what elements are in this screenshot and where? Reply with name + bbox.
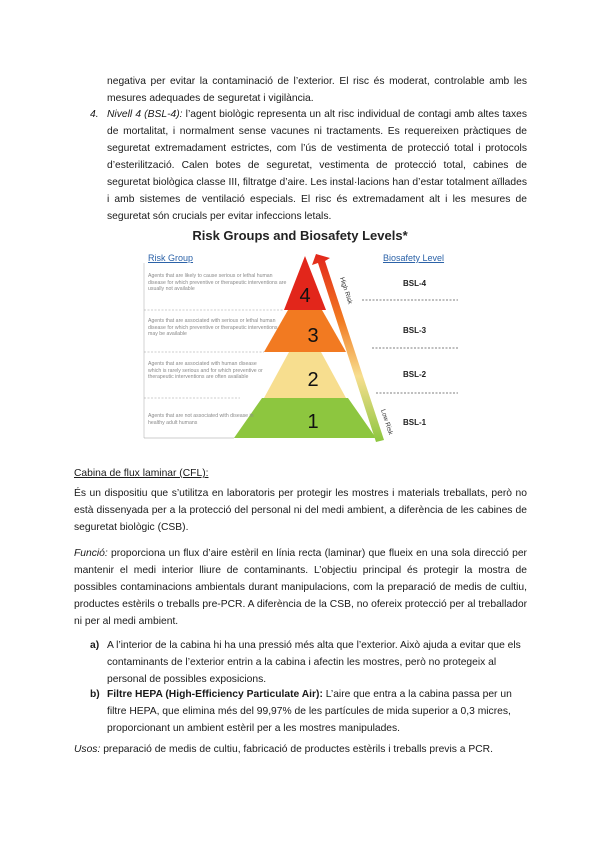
level-number-4: 4 [299, 285, 311, 307]
list-marker-a: a) [90, 640, 100, 651]
level-number-2: 2 [307, 369, 319, 391]
list-item-b [90, 686, 527, 737]
list-text-a: A l’interior de la cabina hi ha una pressió més alta que l’exterior. Això ajuda a evitar que els contaminants de l’exterior entrin a la cabina i afectin les mostres, però no protegeix al personal de possibles exposicions. [107, 640, 521, 685]
list-text-b-wrap [107, 686, 527, 737]
cfl-heading: Cabina de flux laminar (CFL): [74, 468, 209, 479]
list-number: 4. [90, 109, 99, 120]
funcio-text: proporciona un flux d’aire estèril en línia recta (laminar) que flueix en una sola direcció per mantenir el medi interior lliure de contaminants. L’objectiu principal és protegir la mostra de possibles contaminacions ambientals durant manipulacions, com la preparació de medis de cultiu, productes estèrils o treballs pre-PCR. A diferència de la CSB, no ofereix protecció per al treballador ni per al medi ambient. [74, 548, 527, 627]
bsl-2-label: BSL-2 [403, 370, 427, 379]
usos-text: preparació de medis de cultiu, fabricació de productes estèrils i treballs previs a PCR. [100, 744, 493, 755]
list-item-body [107, 106, 527, 225]
bsl-4-label: BSL-4 [403, 279, 427, 288]
level-4-label: Nivell 4 (BSL-4): [107, 109, 183, 120]
biosafety-level-header: Biosafety Level [383, 253, 445, 263]
risk-desc-4: Agents that are likely to cause serious or lethal human disease for which preventive or therapeutic interventions are usually not available [148, 273, 287, 293]
bsl-1-label: BSL-1 [403, 418, 427, 427]
cfl-definition: És un dispositiu que s’utilitza en laboratoris per protegir les mostres i materials treballats, però no està dissenyada per a la protecció del personal ni del medi ambient, a diferència de les cabines de seguretat biològic (CSB). [74, 488, 527, 533]
list-marker-b: b) [90, 689, 100, 700]
usos-paragraph [74, 741, 527, 758]
risk-desc-1: Agents that are not associated with disease in healthy adult humans [148, 413, 254, 426]
pyramid-level-2 [264, 352, 346, 398]
low-risk-label: Low Risk [379, 408, 394, 436]
risk-desc-2: Agents that are associated with human disease which is rarely serious and for which preventive or therapeutic interventions are often available [148, 361, 263, 381]
intro-continuation: negativa per evitar la contaminació de l’exterior. El risc és moderat, controlable amb les mesures adequades de seguretat i vigilància. [107, 76, 527, 104]
list-item-a [90, 637, 527, 688]
risk-group-header: Risk Group [148, 253, 194, 263]
funcio-paragraph [74, 545, 527, 630]
high-risk-label: High Risk [338, 276, 354, 306]
funcio-label: Funció: [74, 548, 108, 559]
usos-label: Usos: [74, 744, 101, 755]
list-item-level-4 [90, 106, 527, 225]
hepa-label: Filtre HEPA (High-Efficiency Particulate Air): [107, 689, 323, 700]
level-number-1: 1 [307, 411, 319, 433]
bsl-3-label: BSL-3 [403, 326, 427, 335]
list-text-b: L’aire que entra a la cabina passa per un filtre HEPA, que elimina més del 99,97% de les partícules de mida superior a 0,3 micres, proporcionant un ambient estèril per a les mostres manipulades. [107, 689, 512, 734]
level-number-3: 3 [307, 325, 319, 347]
figure-title: Risk Groups and Biosafety Levels* [192, 228, 408, 243]
risk-groups-figure [140, 228, 460, 448]
level-4-text: l’agent biològic representa un alt risc individual de contagi amb altes taxes de mortalitat, i normalment sense vacunes ni tractaments. Es requereixen pràctiques de seguretat extremadament estrictes, com l’ús de vestimenta de protecció total i protocols d’esterilització. Calen botes de seguretat, vestimenta de protecció total, cabines de seguretat biològica classe III, filtratge d’aire. Les instal·lacions han d’estar totalment aïllades i amb sistemes de ventilació especials. El risc és extremadament alt i les mesures de seguretat són crucials per evitar infeccions letals. [107, 109, 527, 222]
risk-desc-3: Agents that are associated with serious or lethal human disease for which preventive or therapeutic interventions may be available [148, 318, 278, 338]
